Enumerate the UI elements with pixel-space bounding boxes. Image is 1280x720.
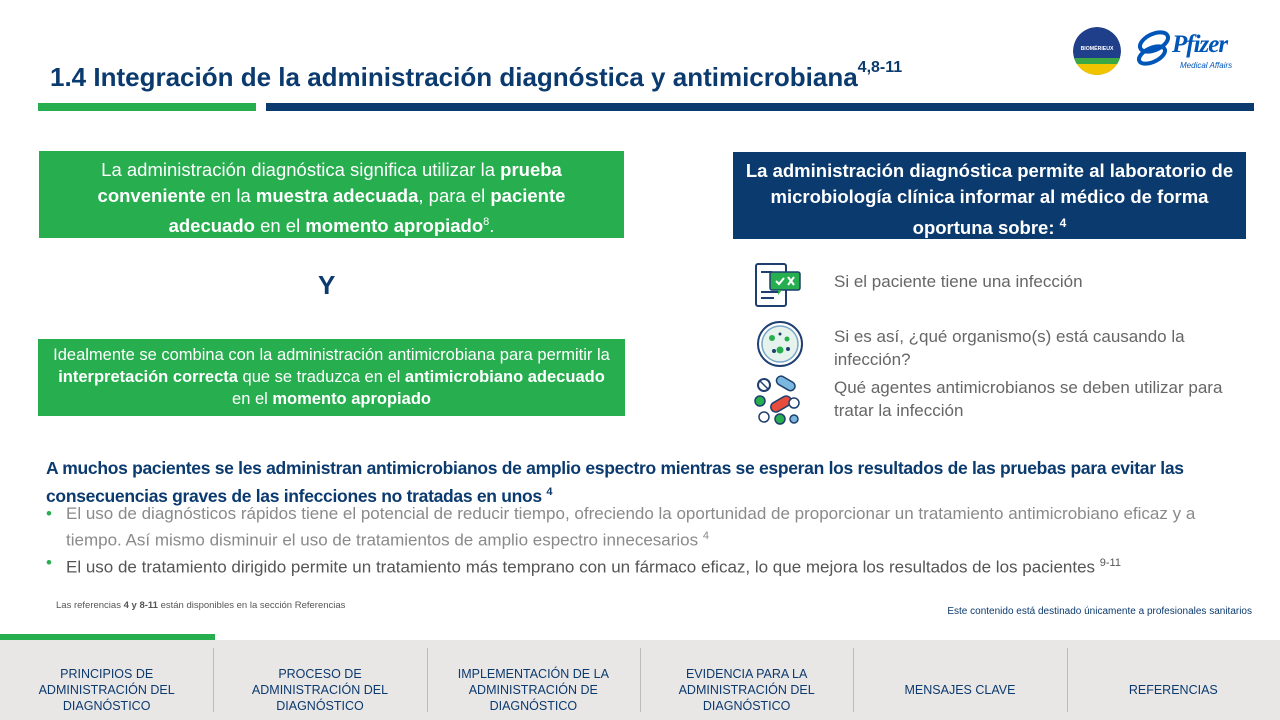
pfizer-subtitle: Medical Affairs xyxy=(1180,61,1233,70)
nav-evidencia[interactable]: EVIDENCIA PARA LA ADMINISTRACIÓN DEL DIAGNÓSTICO xyxy=(640,640,853,720)
hcp-disclaimer: Este contenido está destinado únicamente a profesionales sanitarios xyxy=(947,606,1252,617)
pfizer-pill-icon xyxy=(1136,28,1172,70)
nav-proceso[interactable]: PROCESO DE ADMINISTRACIÓN DEL DIAGNÓSTICO xyxy=(213,640,426,720)
title-underline-green xyxy=(38,103,256,111)
references-note: Las referencias 4 y 8-11 están disponibles en la sección Referencias xyxy=(56,600,346,611)
nav-implementacion[interactable]: IMPLEMENTACIÓN DE LA ADMINISTRACIÓN DE DIAGNÓSTICO xyxy=(427,640,640,720)
biomerieux-logo-text: BIOMÉRIEUX xyxy=(1080,46,1114,52)
clipboard-check-icon xyxy=(750,258,806,310)
conjunction-label: Y xyxy=(318,270,336,300)
antimicrobial-stewardship-box: Idealmente se combina con la administración antimicrobiana para permitir la interpretación correcta que se traduzca en el antimicrobiano adecuado en el momento apropiado xyxy=(38,339,625,416)
info-item-antimicrobials: Qué agentes antimicrobianos se deben utilizar para tratar la infección xyxy=(834,378,1223,420)
pfizer-logo xyxy=(1136,28,1256,74)
nav-referencias[interactable]: REFERENCIAS xyxy=(1067,640,1280,720)
bullet-rapid-diagnostics: • El uso de diagnósticos rápidos tiene el potencial de reducir tiempo, ofreciendo la oportunidad de proporcionar un tratamiento antimicrobiano eficaz y a tiempo. Así mismo disminuir el uso de tratamientos de amplio espectro innecesarios $^4$ xyxy=(46,504,1196,550)
biomerieux-logo xyxy=(1073,27,1121,75)
page-title: 1.4 Integración de la administración diagnóstica y antimicrobiana$^{4,8-11}$ xyxy=(50,59,903,92)
diagnostic-stewardship-definition: La administración diagnóstica significa utilizar la prueba conveniente en la muestra adecuada, para el paciente adecuado en el momento apropiado$^8$. xyxy=(39,151,624,238)
section-navigation xyxy=(0,640,1280,720)
pfizer-wordmark: Pfizer xyxy=(1172,31,1228,58)
info-item-infection: Si el paciente tiene una infección xyxy=(834,272,1083,291)
info-item-organism: Si es así, ¿qué organismo(s) está causando la infección? xyxy=(834,327,1185,369)
petri-dish-icon xyxy=(750,318,806,370)
lab-reporting-box: La administración diagnóstica permite al laboratorio de microbiología clínica informar al médico de forma oportuna sobre: $^4$ xyxy=(733,152,1246,239)
key-message-heading: A muchos pacientes se les administran antimicrobianos de amplio espectro mientras se esperan los resultados de las pruebas para evitar las consecuencias graves de las infecciones no tratadas en unos $^4$ xyxy=(46,458,1184,506)
nav-principios[interactable]: PRINCIPIOS DE ADMINISTRACIÓN DEL DIAGNÓSTICO xyxy=(38,667,175,713)
key-message-bullets xyxy=(46,503,1246,578)
bullet-targeted-treatment: • El uso de tratamiento dirigido permite un tratamiento más temprano con un fármaco eficaz, lo que mejora los resultados de los pacientes $^{9-11}$ xyxy=(46,552,1121,577)
title-reference: 4,8-11 xyxy=(857,59,903,77)
pills-icon xyxy=(750,375,806,427)
title-underline-blue xyxy=(266,103,1254,111)
nav-mensajes-clave[interactable]: MENSAJES CLAVE xyxy=(853,640,1066,720)
